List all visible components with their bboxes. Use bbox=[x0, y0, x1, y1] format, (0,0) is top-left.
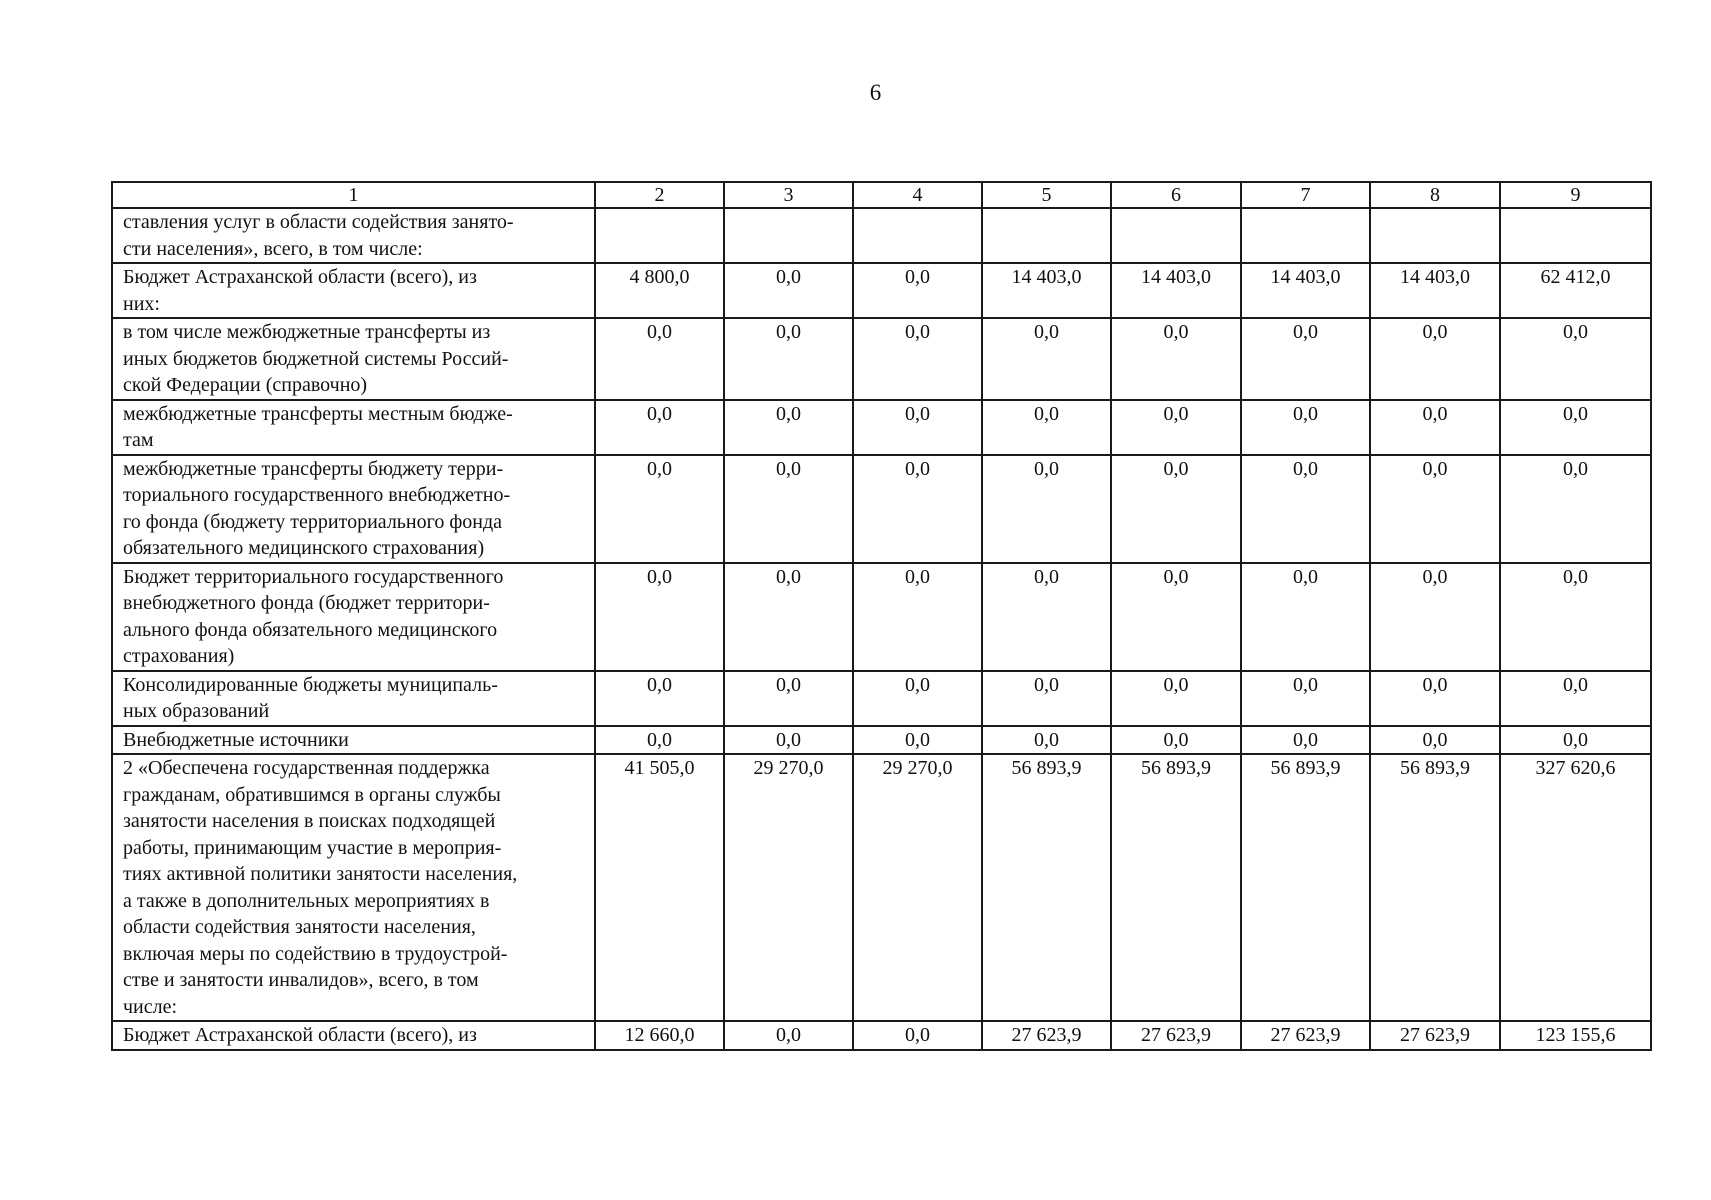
row-description bbox=[112, 318, 595, 400]
header-cell: 3 bbox=[724, 182, 853, 208]
value-cell: 0,0 bbox=[982, 671, 1111, 726]
value-cell: 0,0 bbox=[1500, 400, 1651, 455]
description-line: го фонда (бюджету территориального фонда bbox=[123, 510, 503, 533]
value-cell: 0,0 bbox=[1370, 726, 1500, 755]
description-line: включая меры по содействию в трудоустрой- bbox=[123, 942, 508, 965]
value-cell: 0,0 bbox=[853, 563, 982, 671]
value-cell: 56 893,9 bbox=[1111, 754, 1241, 1021]
description-line: Бюджет Астраханской области (всего), из bbox=[123, 266, 477, 288]
value-cell: 0,0 bbox=[1370, 455, 1500, 563]
description-line: там bbox=[123, 429, 154, 451]
table-row bbox=[112, 563, 1651, 671]
header-cell: 9 bbox=[1500, 182, 1651, 208]
value-cell bbox=[1370, 208, 1500, 263]
description-line: области содействия занятости населения, bbox=[123, 916, 476, 938]
value-cell: 0,0 bbox=[595, 563, 724, 671]
row-description bbox=[112, 754, 595, 1021]
value-cell: 0,0 bbox=[1370, 318, 1500, 400]
value-cell: 29 270,0 bbox=[724, 754, 853, 1021]
table-row bbox=[112, 263, 1651, 318]
value-cell: 0,0 bbox=[853, 455, 982, 563]
page-number: 6 bbox=[869, 80, 882, 105]
value-cell: 0,0 bbox=[1241, 563, 1370, 671]
value-cell: 14 403,0 bbox=[982, 263, 1111, 318]
value-cell: 0,0 bbox=[853, 263, 982, 318]
value-cell: 0,0 bbox=[1241, 400, 1370, 455]
description-line: 2 «Обеспечена государственная поддержка bbox=[123, 757, 490, 779]
value-cell: 4 800,0 bbox=[595, 263, 724, 318]
description-line: ставления услуг в области содействия занято- bbox=[123, 211, 514, 233]
value-cell: 0,0 bbox=[982, 563, 1111, 671]
value-cell: 14 403,0 bbox=[1241, 263, 1370, 318]
description-line: внебюджетного фонда (бюджет территори- bbox=[123, 592, 490, 614]
table-row bbox=[112, 1021, 1651, 1050]
value-cell: 0,0 bbox=[1241, 726, 1370, 755]
value-cell: 0,0 bbox=[595, 400, 724, 455]
description-line: ных образований bbox=[123, 700, 270, 722]
value-cell bbox=[595, 208, 724, 263]
description-line: обязательного медицинского страхования) bbox=[123, 537, 485, 559]
value-cell: 0,0 bbox=[724, 563, 853, 671]
value-cell: 29 270,0 bbox=[853, 754, 982, 1021]
value-cell: 0,0 bbox=[982, 400, 1111, 455]
row-description bbox=[112, 208, 595, 263]
table-row bbox=[112, 455, 1651, 563]
row-description bbox=[112, 563, 595, 671]
value-cell bbox=[724, 208, 853, 263]
budget-table bbox=[111, 181, 1652, 1051]
value-cell: 14 403,0 bbox=[1370, 263, 1500, 318]
value-cell: 0,0 bbox=[982, 318, 1111, 400]
value-cell: 0,0 bbox=[1500, 318, 1651, 400]
value-cell: 0,0 bbox=[1111, 563, 1241, 671]
value-cell: 62 412,0 bbox=[1500, 263, 1651, 318]
row-description bbox=[112, 455, 595, 563]
row-description bbox=[112, 263, 595, 318]
value-cell bbox=[1111, 208, 1241, 263]
value-cell bbox=[982, 208, 1111, 263]
value-cell: 27 623,9 bbox=[1241, 1021, 1370, 1050]
header-cell: 7 bbox=[1241, 182, 1370, 208]
value-cell: 0,0 bbox=[724, 726, 853, 755]
description-line: числе: bbox=[123, 995, 178, 1018]
header-cell: 2 bbox=[595, 182, 724, 208]
value-cell: 0,0 bbox=[1370, 671, 1500, 726]
description-line: сти населения», всего, в том числе: bbox=[123, 237, 423, 260]
description-line: ской Федерации (справочно) bbox=[123, 374, 368, 396]
value-cell: 0,0 bbox=[853, 726, 982, 755]
value-cell: 0,0 bbox=[595, 318, 724, 400]
value-cell: 0,0 bbox=[1370, 563, 1500, 671]
value-cell: 0,0 bbox=[1500, 563, 1651, 671]
value-cell: 0,0 bbox=[853, 671, 982, 726]
description-line: ального фонда обязательного медицинского bbox=[123, 618, 498, 641]
description-line: Внебюджетные источники bbox=[123, 728, 349, 751]
value-cell: 0,0 bbox=[1111, 400, 1241, 455]
description-line: иных бюджетов бюджетной системы Россий- bbox=[123, 347, 509, 370]
description-line: Бюджет территориального государственного bbox=[123, 565, 504, 588]
value-cell: 0,0 bbox=[724, 1021, 853, 1050]
value-cell: 0,0 bbox=[982, 726, 1111, 755]
description-line: тиях активной политики занятости населения, bbox=[123, 863, 518, 885]
table-row bbox=[112, 671, 1651, 726]
value-cell: 0,0 bbox=[1241, 455, 1370, 563]
row-description bbox=[112, 726, 595, 755]
row-description bbox=[112, 1021, 595, 1050]
table-row bbox=[112, 208, 1651, 263]
value-cell: 0,0 bbox=[1111, 726, 1241, 755]
value-cell: 0,0 bbox=[724, 671, 853, 726]
value-cell: 0,0 bbox=[1500, 726, 1651, 755]
value-cell: 56 893,9 bbox=[982, 754, 1111, 1021]
description-line: работы, принимающим участие в мероприя- bbox=[123, 836, 502, 859]
value-cell: 327 620,6 bbox=[1500, 754, 1651, 1021]
description-line: гражданам, обратившимся в органы службы bbox=[123, 783, 501, 806]
value-cell: 0,0 bbox=[1500, 671, 1651, 726]
value-cell: 56 893,9 bbox=[1370, 754, 1500, 1021]
value-cell: 0,0 bbox=[595, 671, 724, 726]
value-cell bbox=[1500, 208, 1651, 263]
description-line: в том числе межбюджетные трансферты из bbox=[123, 321, 491, 343]
description-line: а также в дополнительных мероприятиях в bbox=[123, 889, 490, 912]
value-cell: 27 623,9 bbox=[1111, 1021, 1241, 1050]
value-cell: 0,0 bbox=[853, 1021, 982, 1050]
header-cell: 1 bbox=[112, 182, 595, 208]
value-cell bbox=[853, 208, 982, 263]
value-cell: 0,0 bbox=[1241, 318, 1370, 400]
value-cell: 0,0 bbox=[595, 455, 724, 563]
value-cell: 0,0 bbox=[1111, 318, 1241, 400]
description-line: ториального государственного внебюджетно- bbox=[123, 484, 511, 506]
row-description bbox=[112, 671, 595, 726]
description-line: занятости населения в поисках подходящей bbox=[123, 810, 496, 832]
value-cell: 27 623,9 bbox=[982, 1021, 1111, 1050]
value-cell: 0,0 bbox=[1111, 671, 1241, 726]
value-cell: 41 505,0 bbox=[595, 754, 724, 1021]
description-line: межбюджетные трансферты местным бюдже- bbox=[123, 402, 513, 425]
description-line: Бюджет Астраханской области (всего), из bbox=[123, 1024, 477, 1046]
value-cell: 0,0 bbox=[724, 318, 853, 400]
value-cell bbox=[1241, 208, 1370, 263]
description-line: страхования) bbox=[123, 645, 235, 667]
table-row bbox=[112, 726, 1651, 755]
table-header-row bbox=[112, 182, 1651, 208]
value-cell: 0,0 bbox=[724, 263, 853, 318]
value-cell: 0,0 bbox=[724, 400, 853, 455]
value-cell: 12 660,0 bbox=[595, 1021, 724, 1050]
value-cell: 0,0 bbox=[1111, 455, 1241, 563]
value-cell: 0,0 bbox=[1370, 400, 1500, 455]
header-cell: 4 bbox=[853, 182, 982, 208]
table-row bbox=[112, 400, 1651, 455]
description-line: межбюджетные трансферты бюджету терри- bbox=[123, 457, 504, 480]
value-cell: 27 623,9 bbox=[1370, 1021, 1500, 1050]
value-cell: 56 893,9 bbox=[1241, 754, 1370, 1021]
value-cell: 0,0 bbox=[853, 318, 982, 400]
table-row bbox=[112, 318, 1651, 400]
value-cell: 0,0 bbox=[853, 400, 982, 455]
description-line: Консолидированные бюджеты муниципаль- bbox=[123, 673, 498, 696]
value-cell: 123 155,6 bbox=[1500, 1021, 1651, 1050]
value-cell: 0,0 bbox=[1500, 455, 1651, 563]
header-cell: 6 bbox=[1111, 182, 1241, 208]
table-row bbox=[112, 754, 1651, 1021]
value-cell: 0,0 bbox=[724, 455, 853, 563]
header-cell: 5 bbox=[982, 182, 1111, 208]
row-description bbox=[112, 400, 595, 455]
header-cell: 8 bbox=[1370, 182, 1500, 208]
description-line: них: bbox=[123, 292, 160, 315]
value-cell: 0,0 bbox=[1241, 671, 1370, 726]
value-cell: 0,0 bbox=[595, 726, 724, 755]
value-cell: 0,0 bbox=[982, 455, 1111, 563]
value-cell: 14 403,0 bbox=[1111, 263, 1241, 318]
description-line: стве и занятости инвалидов», всего, в том bbox=[123, 969, 479, 991]
